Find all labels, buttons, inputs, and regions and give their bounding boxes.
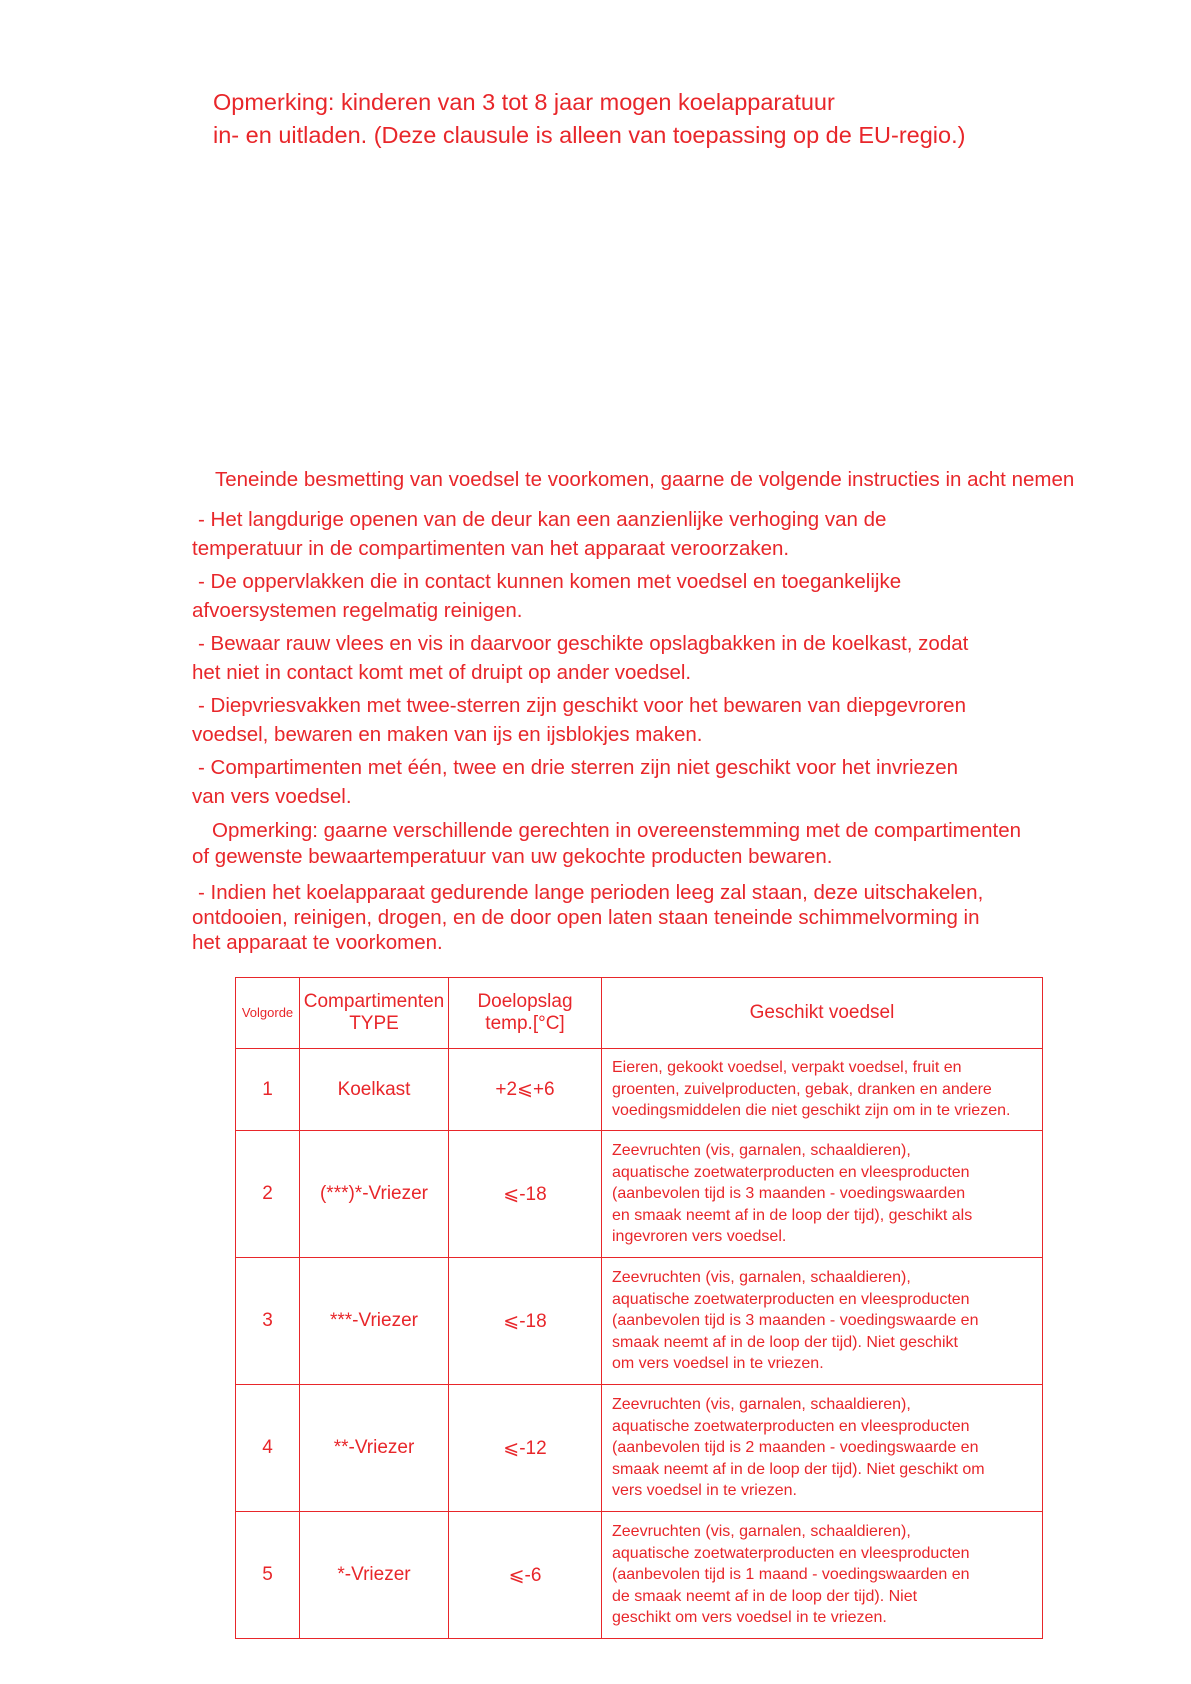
header-temp-line2: temp.[°C] [485,1013,565,1034]
storage-note [192,880,983,955]
instruction-2-line1: - De oppervlakken die in contact kunnen komen met voedsel en toegankelijke [198,570,902,593]
food-line: Zeevruchten (vis, garnalen, schaaldieren), [612,1269,911,1287]
instruction-3 [192,630,968,687]
middle-note-line1: Opmerking: gaarne verschillende gerechten in overeenstemming met de compartimenten [212,819,1022,842]
instruction-1-line1: - Het langdurige openen van de deur kan een aanzienlijke verhoging van de [198,508,887,531]
instruction-5 [192,754,958,811]
instruction-3-line2: het niet in contact komt met of druipt op ander voedsel. [192,660,692,684]
table-row [236,1049,1043,1131]
suitable-food [602,1049,1043,1131]
storage-table [235,977,1043,1639]
food-line: om vers voedsel in te vriezen. [612,1355,824,1373]
top-note [213,86,965,152]
target-temperature: ⩽-18 [449,1258,602,1385]
top-note-line2: in- en uitladen. (Deze clausule is alleen van toepassing op de EU-regio.) [213,122,966,148]
compartment-type: (***)*-Vriezer [300,1131,449,1258]
compartment-type: *-Vriezer [300,1512,449,1639]
food-line: Zeevruchten (vis, garnalen, schaaldieren), [612,1142,911,1160]
middle-note [192,818,1021,870]
food-line: geschikt om vers voedsel in te vriezen. [612,1609,887,1627]
instruction-4-line1: - Diepvriesvakken met twee-sterren zijn geschikt voor het bewaren van diepgevroren [198,694,966,717]
table-header-row [236,978,1043,1049]
header-type-line2: TYPE [349,1013,399,1034]
instruction-5-line1: - Compartimenten met één, twee en drie sterren zijn niet geschikt voor het invriezen [198,756,959,779]
instruction-5-line2: van vers voedsel. [192,784,352,808]
header-type [300,978,449,1049]
compartment-type: **-Vriezer [300,1385,449,1512]
target-temperature: ⩽-18 [449,1131,602,1258]
middle-note-line2: of gewenste bewaartemperatuur van uw gekochte producten bewaren. [192,845,833,868]
food-line: (aanbevolen tijd is 1 maand - voedingswaarden en [612,1566,970,1584]
suitable-food [602,1131,1043,1258]
food-line: vers voedsel in te vriezen. [612,1482,797,1500]
target-temperature: ⩽-12 [449,1385,602,1512]
food-line: (aanbevolen tijd is 2 maanden - voedingswaarde en [612,1439,979,1457]
food-line: ingevroren vers voedsel. [612,1228,787,1246]
header-temp [449,978,602,1049]
table-row [236,1258,1043,1385]
row-number: 1 [236,1049,300,1131]
food-line: Zeevruchten (vis, garnalen, schaaldieren), [612,1523,911,1541]
table-row [236,1512,1043,1639]
intro-text: Teneinde besmetting van voedsel te voorkomen, gaarne de volgende instructies in acht nemen [215,468,1075,491]
instruction-1-line2: temperatuur in de compartimenten van het apparaat veroorzaken. [192,536,790,560]
food-line: voedingsmiddelen die niet geschikt zijn om in te vriezen. [612,1102,1011,1120]
row-number: 5 [236,1512,300,1639]
food-line: Zeevruchten (vis, garnalen, schaaldieren), [612,1396,911,1414]
food-line: en smaak neemt af in de loop der tijd), geschikt als [612,1206,973,1224]
food-line: aquatische zoetwaterproducten en vleesproducten [612,1544,970,1562]
instruction-2 [192,568,901,625]
table-row [236,1385,1043,1512]
food-line: aquatische zoetwaterproducten en vleesproducten [612,1163,970,1181]
instruction-4-line2: voedsel, bewaren en maken van ijs en ijsblokjes maken. [192,722,703,746]
target-temperature: ⩽-6 [449,1512,602,1639]
row-number: 4 [236,1385,300,1512]
food-line: aquatische zoetwaterproducten en vleesproducten [612,1417,970,1435]
storage-note-line1: - Indien het koelapparaat gedurende lange perioden leeg zal staan, deze uitschakelen, [198,881,984,904]
storage-note-line2: ontdooien, reinigen, drogen, en de door open laten staan teneinde schimmelvorming in [192,906,980,929]
suitable-food [602,1512,1043,1639]
food-line: aquatische zoetwaterproducten en vleesproducten [612,1290,970,1308]
compartment-type: Koelkast [300,1049,449,1131]
header-food: Geschikt voedsel [602,978,1043,1049]
table-row [236,1131,1043,1258]
storage-note-line3: het apparaat te voorkomen. [192,931,443,954]
header-temp-line1: Doelopslag [477,991,573,1012]
instruction-2-line2: afvoersystemen regelmatig reinigen. [192,598,523,622]
food-line: (aanbevolen tijd is 3 maanden - voedingswaarden [612,1185,966,1203]
header-order: Volgorde [236,978,300,1049]
food-line: Eieren, gekookt voedsel, verpakt voedsel, fruit en [612,1059,962,1077]
food-line: (aanbevolen tijd is 3 maanden - voedingswaarde en [612,1312,979,1330]
instruction-1 [192,506,886,563]
header-type-line1: Compartimenten [303,991,445,1012]
target-temperature: +2⩽+6 [449,1049,602,1131]
instruction-4 [192,692,966,749]
food-line: de smaak neemt af in de loop der tijd). Niet [612,1587,918,1605]
top-note-line1: Opmerking: kinderen van 3 tot 8 jaar mogen koelapparatuur [213,89,835,115]
instruction-3-line1: - Bewaar rauw vlees en vis in daarvoor geschikte opslagbakken in de koelkast, zodat [198,632,969,655]
food-line: smaak neemt af in de loop der tijd). Niet geschikt om [612,1460,985,1478]
suitable-food [602,1385,1043,1512]
food-line: smaak neemt af in de loop der tijd). Niet geschikt [612,1333,958,1351]
row-number: 2 [236,1131,300,1258]
food-line: groenten, zuivelproducten, gebak, dranken en andere [612,1080,992,1098]
compartment-type: ***-Vriezer [300,1258,449,1385]
row-number: 3 [236,1258,300,1385]
suitable-food [602,1258,1043,1385]
